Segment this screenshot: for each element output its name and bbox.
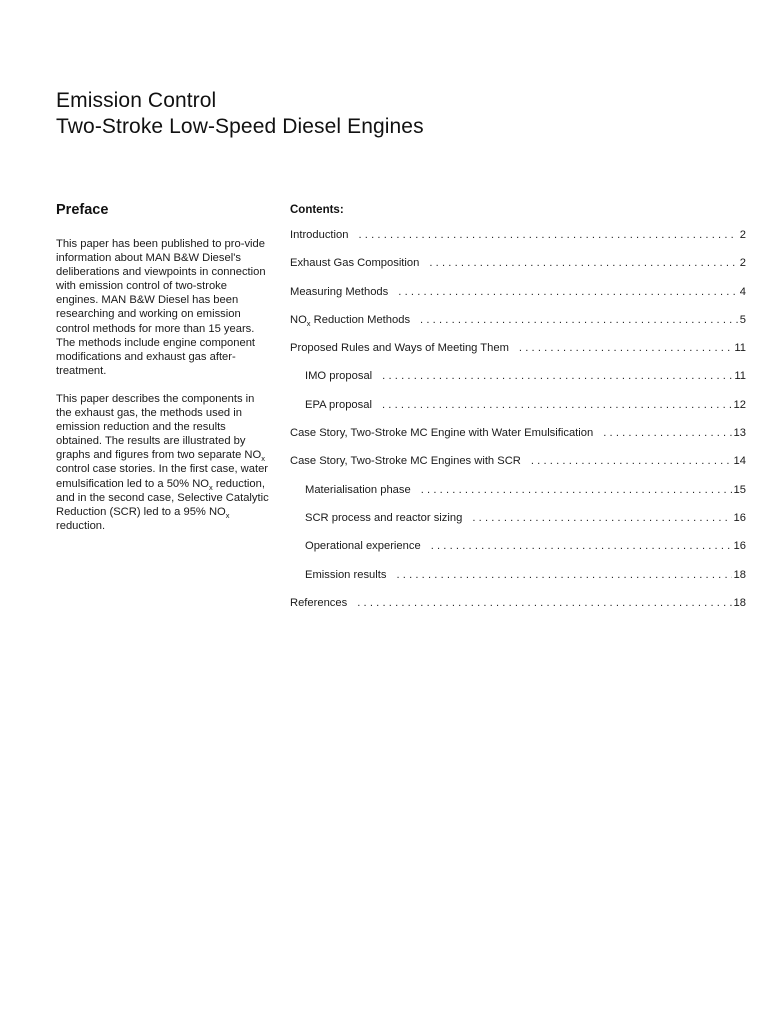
preface-heading: Preface	[56, 202, 109, 218]
toc-entry-proposed-rules[interactable]	[290, 342, 746, 370]
toc-entry-page: 14	[733, 455, 746, 468]
toc-entry-page: 2	[739, 229, 746, 241]
toc-entry-label: Measuring Methods	[290, 285, 389, 298]
toc-entry-label: IMO proposal	[305, 370, 373, 383]
toc-entry-case-story-scr[interactable]	[290, 455, 746, 483]
toc-leader-dots	[398, 286, 738, 298]
preface-p2-text-c: reduction, and in the second case, Selective Catalytic Reduction (SCR) led to a 95% NO	[56, 477, 269, 518]
preface-p2-text-a: This paper describes the components in the exhaust gas, the methods used in emission reduction and the results obtained. The results are illustrated by graphs and figures from two separate NO	[56, 392, 262, 462]
toc-entry-label: Exhaust Gas Composition	[290, 257, 420, 270]
toc-entry-label: Case Story, Two-Stroke MC Engine with Water Emulsification	[290, 427, 594, 440]
toc-entry-label: SCR process and reactor sizing	[305, 511, 463, 524]
preface-p2-text-d: reduction.	[56, 519, 106, 532]
toc-leader-dots	[382, 370, 732, 382]
toc-entry-page: 12	[733, 398, 746, 411]
toc-label-pre: NO	[290, 313, 307, 326]
nox-subscript: x	[261, 454, 265, 464]
toc-entry-epa-proposal[interactable]	[290, 399, 746, 427]
toc-entry-page: 4	[739, 285, 746, 298]
preface-section	[56, 200, 272, 547]
toc-entry-exhaust-gas-composition[interactable]	[290, 257, 746, 285]
toc-leader-dots	[531, 455, 732, 467]
preface-paragraph-2	[56, 392, 272, 533]
toc-leader-dots	[519, 342, 732, 354]
table-of-contents	[290, 200, 746, 625]
toc-entry-operational-experience[interactable]	[290, 540, 746, 568]
toc-entry-label: Operational experience	[305, 540, 421, 553]
contents-heading: Contents:	[290, 204, 344, 216]
toc-entry-page: 18	[733, 568, 746, 581]
toc-entry-page: 5	[739, 313, 746, 326]
title-line-2: Two-Stroke Low-Speed Diesel Engines	[56, 115, 424, 138]
toc-entry-case-story-water-emulsification[interactable]	[290, 427, 746, 455]
toc-entry-label	[290, 314, 410, 326]
document-title	[56, 88, 736, 140]
toc-leader-dots	[431, 540, 732, 552]
toc-entry-label: Proposed Rules and Ways of Meeting Them	[290, 342, 509, 355]
toc-entry-label: Materialisation phase	[305, 483, 411, 496]
toc-entry-introduction[interactable]	[290, 229, 746, 257]
toc-leader-dots	[472, 512, 731, 524]
toc-entry-label: Introduction	[290, 229, 349, 241]
toc-entry-page: 13	[733, 427, 746, 440]
toc-leader-dots	[396, 569, 731, 581]
toc-entry-page: 18	[733, 596, 746, 609]
toc-leader-dots	[420, 314, 738, 326]
toc-entry-measuring-methods[interactable]	[290, 286, 746, 314]
toc-entry-label: Case Story, Two-Stroke MC Engines with SCR	[290, 455, 521, 468]
toc-leader-dots	[382, 399, 732, 411]
toc-label-post: Reduction Methods	[310, 313, 411, 326]
toc-entry-label: EPA proposal	[305, 398, 372, 411]
toc-entry-label: References	[290, 596, 348, 609]
title-line-1: Emission Control	[56, 89, 217, 112]
nox-subscript: x	[225, 510, 230, 520]
toc-leader-dots	[357, 597, 731, 609]
toc-entry-references[interactable]	[290, 597, 746, 625]
toc-entry-label: Emission results	[305, 568, 387, 581]
toc-leader-dots	[358, 229, 737, 241]
toc-entry-page: 15	[733, 483, 746, 496]
toc-entry-page: 16	[733, 540, 746, 553]
toc-entry-page: 16	[733, 511, 746, 524]
toc-entry-page: 11	[734, 370, 746, 383]
toc-entry-page: 2	[739, 257, 746, 270]
toc-leader-dots	[421, 484, 732, 496]
toc-entry-materialisation-phase[interactable]	[290, 484, 746, 512]
toc-entry-emission-results[interactable]	[290, 569, 746, 597]
toc-entry-scr-process[interactable]	[290, 512, 746, 540]
toc-entry-page: 11	[734, 342, 746, 355]
nox-subscript: x	[208, 482, 213, 492]
toc-leader-dots	[603, 427, 731, 439]
preface-paragraph-1: This paper has been published to pro-vide information about MAN B&W Diesel's deliberations and viewpoints in connection with emission control of two-stroke engines. MAN B&W Diesel has been researching and working on emission control methods for more than 15 years. The methods include engine component modifications and exhaust gas after-treatment.	[56, 238, 266, 377]
toc-leader-dots	[429, 257, 737, 269]
toc-entry-imo-proposal[interactable]	[290, 370, 746, 398]
nox-subscript: x	[306, 318, 311, 328]
toc-entry-nox-reduction-methods[interactable]	[290, 314, 746, 342]
preface-p2-text-b: control case stories. In the first case, water emulsification led to a 50% NO	[56, 463, 269, 490]
